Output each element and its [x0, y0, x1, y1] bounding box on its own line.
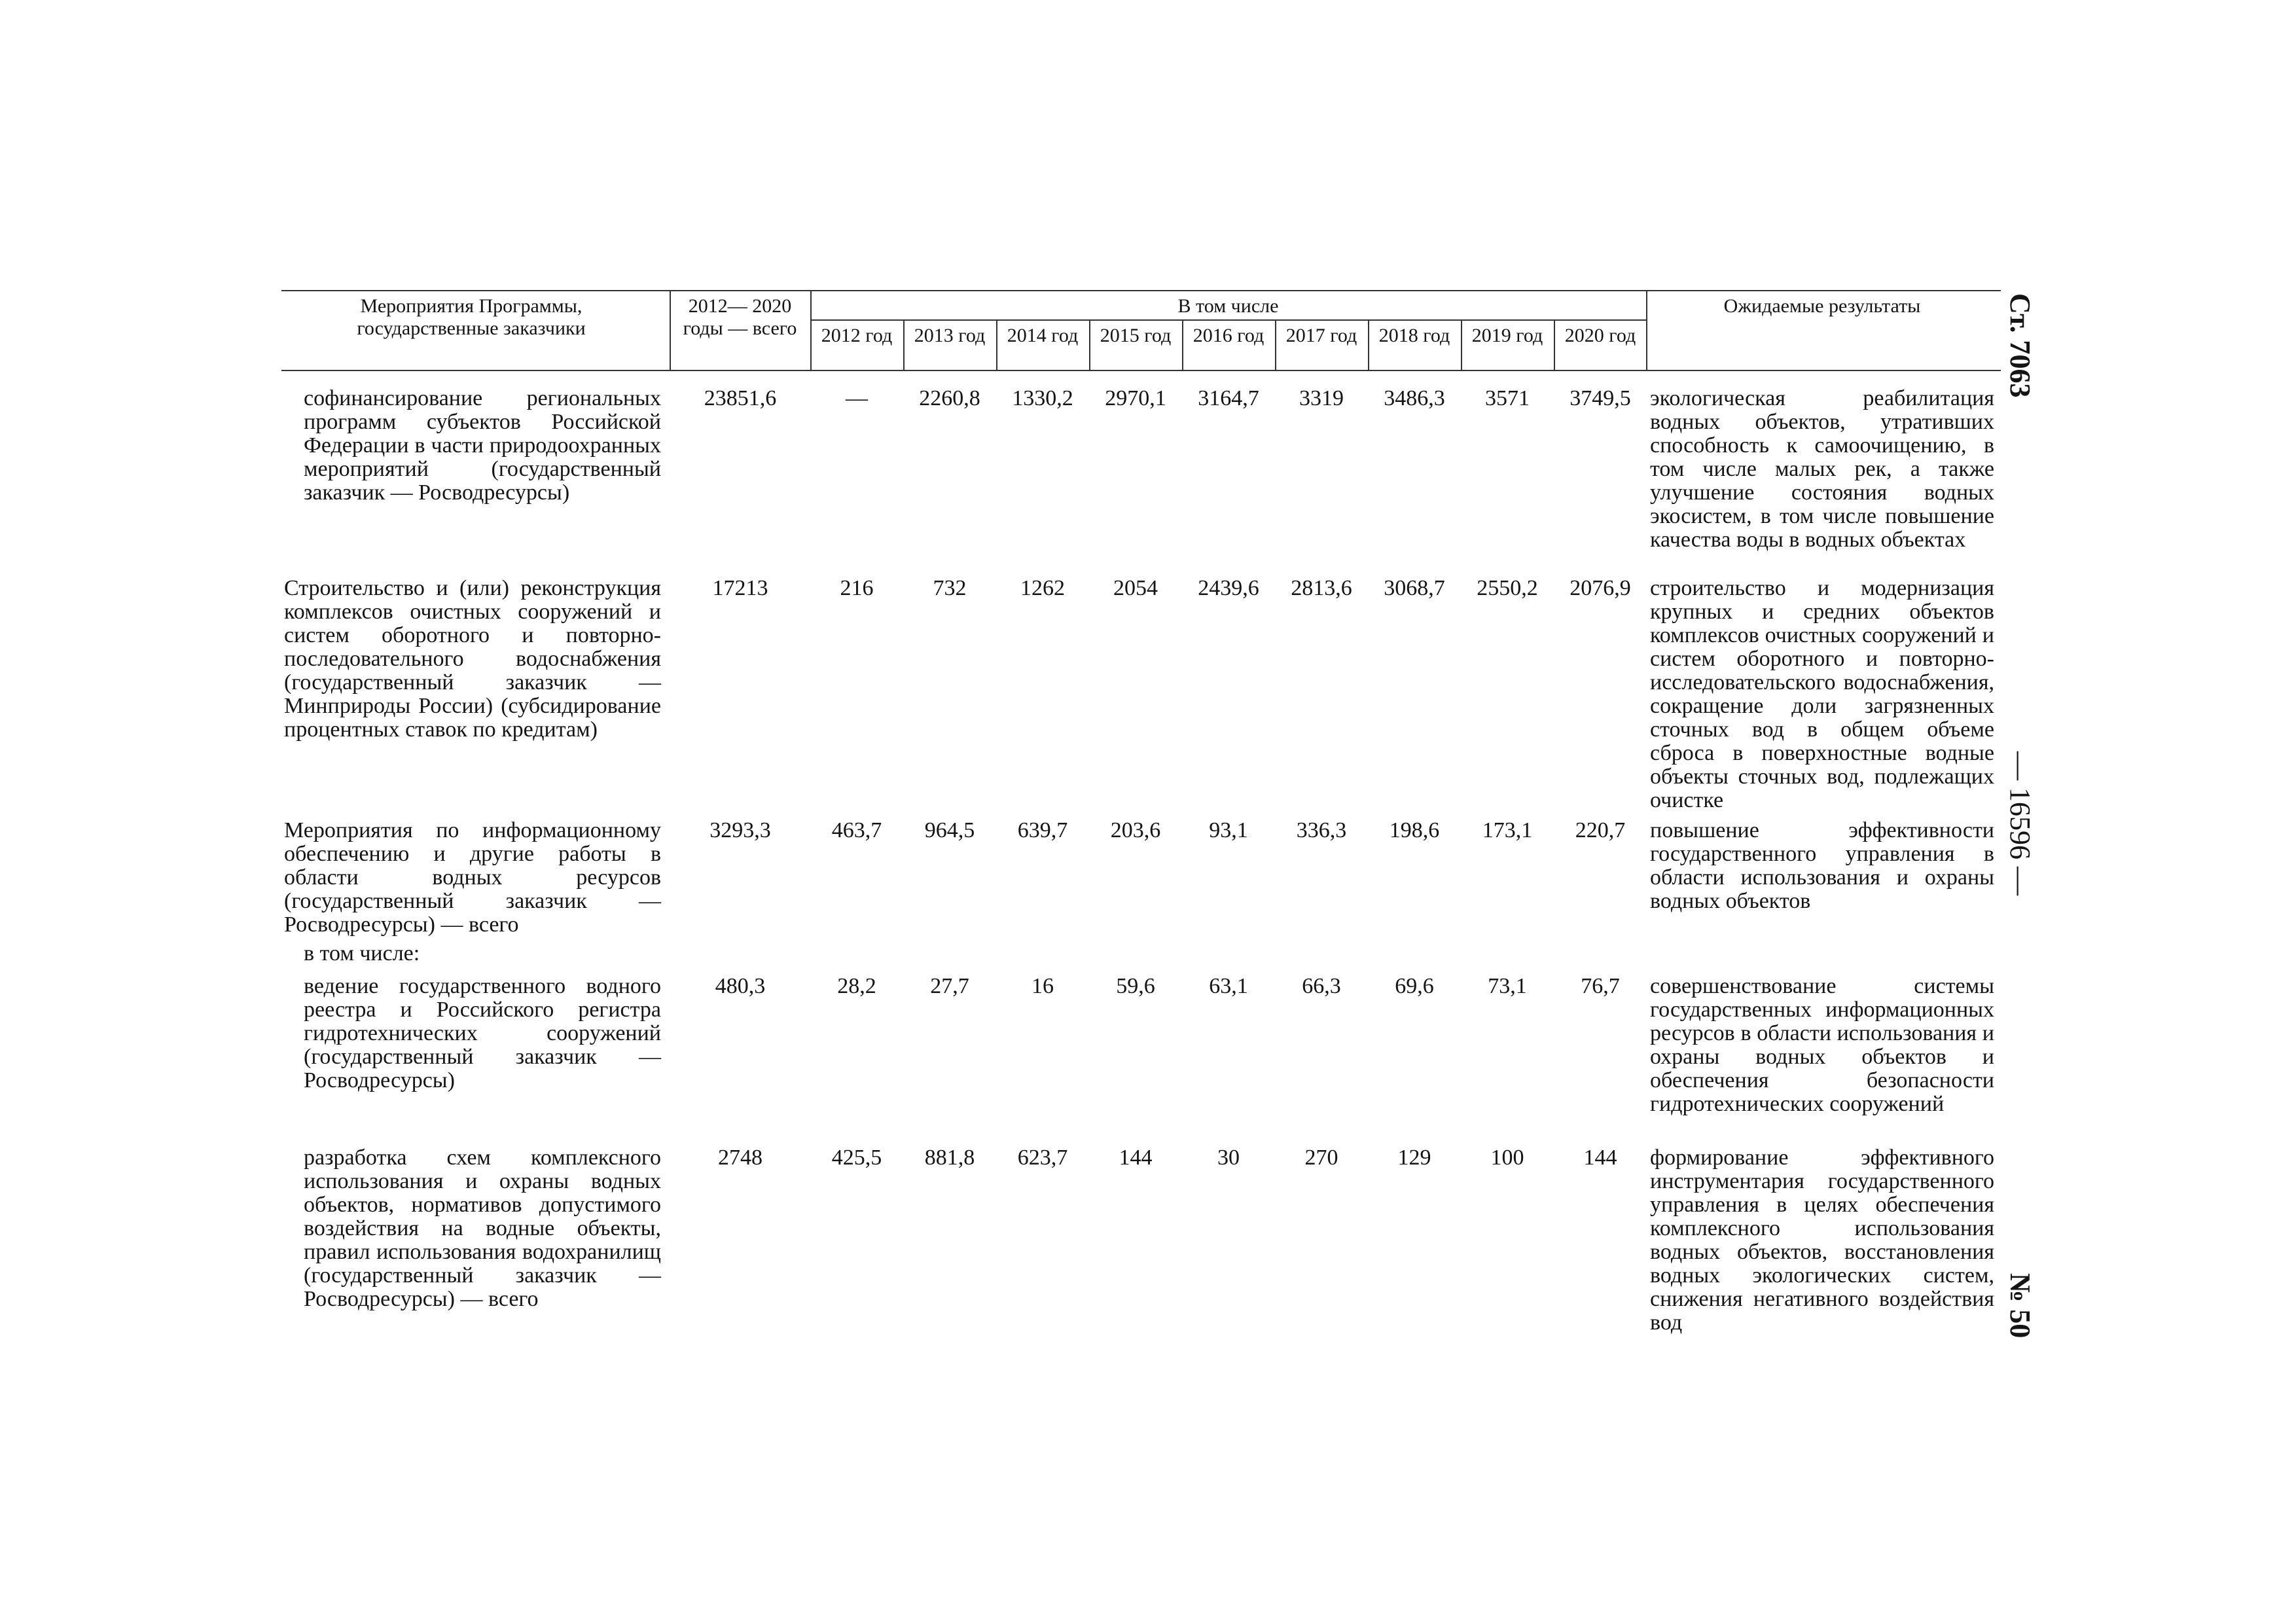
row-0-y2016: 3164,7 — [1198, 386, 1259, 410]
row-4-y2012: 425,5 — [831, 1146, 882, 1170]
row-2-desc: Мероприятия по информационному обеспечению и другие работы в области водных ресурсов (государственный заказчик — Росводресурсы) — всего — [284, 818, 661, 937]
row-0-result: экологическая реабилитация водных объектов, утративших способность к самоочищению, в том числе малых рек, а также улучшение состояния водных экосистем, в том числе повышение качества воды в водных объектах — [1650, 386, 1994, 552]
row-2-result: повышение эффективности государственного управления в области использования и охраны водных объектов — [1650, 818, 1994, 913]
row-3-y2013: 27,7 — [930, 974, 969, 998]
row-3-y2012: 28,2 — [837, 974, 876, 998]
row-2-total: 3293,3 — [709, 818, 771, 842]
row-1-y2017: 2813,6 — [1291, 576, 1352, 600]
year-2020: 2020 год — [1564, 325, 1636, 346]
row-1-y2013: 732 — [933, 576, 967, 600]
row-2-y2014: 639,7 — [1017, 818, 1068, 842]
row-3-y2019: 73,1 — [1488, 974, 1527, 998]
row-4-y2018: 129 — [1397, 1146, 1431, 1170]
including-underline — [810, 319, 1646, 321]
row-4-y2015: 144 — [1119, 1146, 1153, 1170]
row-4-y2014: 623,7 — [1017, 1146, 1068, 1170]
row-4-total: 2748 — [718, 1146, 762, 1170]
header-measures: Мероприятия Программы, государственные заказчики — [357, 295, 586, 339]
row-4-y2013: 881,8 — [924, 1146, 975, 1170]
row-3-y2015: 59,6 — [1116, 974, 1155, 998]
row-1-y2019: 2550,2 — [1477, 576, 1538, 600]
header-bottom-rule — [281, 370, 2001, 371]
row-1-y2018: 3068,7 — [1384, 576, 1445, 600]
row-0-y2019: 3571 — [1485, 386, 1530, 410]
row-4-y2020: 144 — [1583, 1146, 1617, 1170]
row-3-y2017: 66,3 — [1302, 974, 1341, 998]
row-2-y2019: 173,1 — [1482, 818, 1533, 842]
row-2-y2012: 463,7 — [831, 818, 882, 842]
issue-number: № 50 — [2004, 1273, 2036, 1339]
row-4-y2016: 30 — [1217, 1146, 1240, 1170]
subheading-including: в том числе: — [304, 941, 420, 965]
row-4-y2017: 270 — [1304, 1146, 1338, 1170]
row-2-y2013: 964,5 — [924, 818, 975, 842]
row-3-y2014: 16 — [1031, 974, 1054, 998]
year-2019: 2019 год — [1471, 325, 1543, 346]
row-0-y2017: 3319 — [1299, 386, 1344, 410]
row-3-result: совершенствование системы государственных информационных ресурсов в области использования и охраны водных объектов и обеспечения безопасности гидротехнических сооружений — [1650, 974, 1994, 1116]
table-top-rule — [281, 290, 2001, 291]
row-1-total: 17213 — [712, 576, 768, 600]
row-2-y2015: 203,6 — [1110, 818, 1161, 842]
year-2018: 2018 год — [1378, 325, 1450, 346]
row-0-y2014: 1330,2 — [1012, 386, 1073, 410]
row-3-y2016: 63,1 — [1209, 974, 1248, 998]
document-number: — 16596 — — [2004, 751, 2036, 895]
row-4-desc: разработка схем комплексного использования и охраны водных объектов, нормативов допустимого воздействия на водные объекты, правил использования водохранилищ (государственный заказчик — Росводресурсы) — всего — [304, 1146, 661, 1311]
row-3-y2020: 76,7 — [1581, 974, 1620, 998]
year-2013: 2013 год — [914, 325, 986, 346]
row-2-y2016: 93,1 — [1209, 818, 1248, 842]
header-including: В том числе — [1177, 295, 1279, 317]
row-1-y2012: 216 — [840, 576, 874, 600]
row-2-y2017: 336,3 — [1296, 818, 1347, 842]
row-0-y2015: 2970,1 — [1105, 386, 1166, 410]
row-3-desc: ведение государственного водного реестра и Российского регистра гидротехнических сооружений (государственный заказчик — Росводресурсы) — [304, 974, 661, 1092]
year-2016: 2016 год — [1193, 325, 1265, 346]
row-1-result: строительство и модернизация крупных и средних объектов комплексов очистных сооружений и систем оборотного и повторно-исследовательского водоснабжения, сокращение доли загрязненных сточных вод в общем объеме сброса в поверхностные водные объекты сточных вод, подлежащих очистке — [1650, 576, 1994, 812]
col-divider-1 — [670, 290, 671, 370]
header-total: 2012— 2020 годы — всего — [683, 295, 797, 339]
row-4-result: формирование эффективного инструментария государственного управления в целях обеспечения комплексного использования водных объектов, восстановления водных экологических систем, снижения негативного воздействия вод — [1650, 1146, 1994, 1335]
page-reference: Ст. 7063 — [2004, 293, 2036, 398]
row-1-y2016: 2439,6 — [1198, 576, 1259, 600]
row-0-y2018: 3486,3 — [1384, 386, 1445, 410]
row-0-desc: софинансирование региональных программ субъектов Российской Федерации в части природоохранных мероприятий (государственный заказчик — Росводресурсы) — [304, 386, 661, 505]
row-0-total: 23851,6 — [704, 386, 777, 410]
row-2-y2020: 220,7 — [1575, 818, 1626, 842]
row-0-y2020: 3749,5 — [1570, 386, 1631, 410]
row-1-y2014: 1262 — [1020, 576, 1065, 600]
year-2012: 2012 год — [821, 325, 893, 346]
row-3-total: 480,3 — [715, 974, 766, 998]
row-1-y2020: 2076,9 — [1570, 576, 1631, 600]
year-2015: 2015 год — [1100, 325, 1172, 346]
header-results: Ожидаемые результаты — [1723, 295, 1921, 317]
row-1-desc: Строительство и (или) реконструкция комплексов очистных сооружений и систем оборотного и повторно-последовательного водоснабжения (государственный заказчик — Минприроды России) (субсидирование процентных ставок по кредитам) — [284, 576, 661, 742]
row-0-y2013: 2260,8 — [919, 386, 980, 410]
row-1-y2015: 2054 — [1113, 576, 1158, 600]
row-4-y2019: 100 — [1490, 1146, 1524, 1170]
row-0-y2012: — — [846, 386, 868, 410]
row-3-y2018: 69,6 — [1395, 974, 1434, 998]
row-2-y2018: 198,6 — [1389, 818, 1440, 842]
year-2014: 2014 год — [1007, 325, 1079, 346]
year-2017: 2017 год — [1285, 325, 1357, 346]
